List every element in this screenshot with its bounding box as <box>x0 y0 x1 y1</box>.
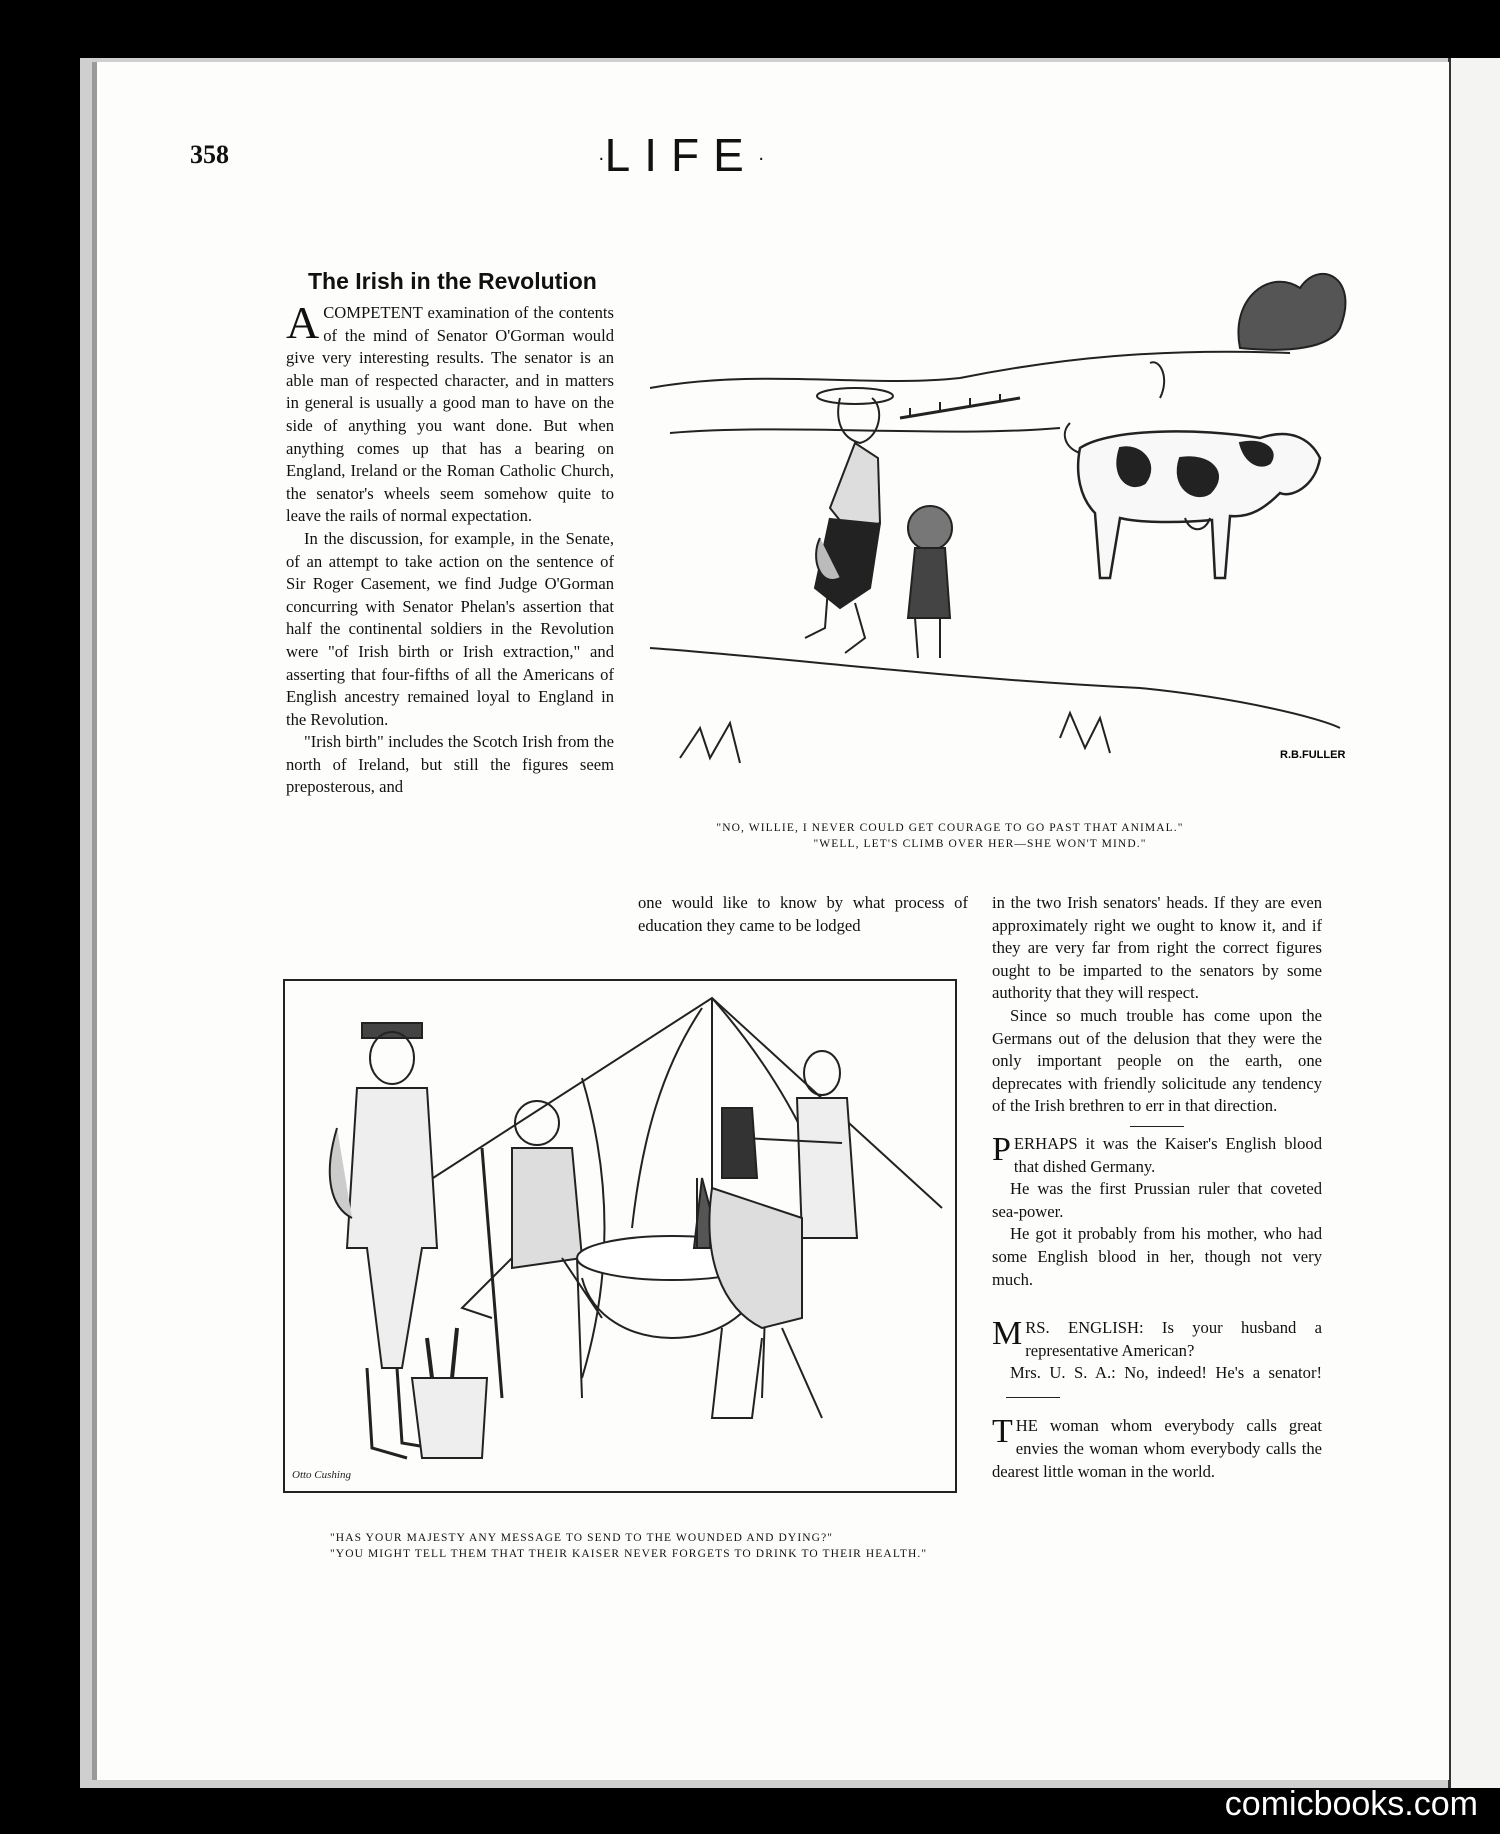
article-column-right <box>992 892 1322 1483</box>
article-paragraph-4: Since so much trouble has come upon the Germans out of the delusion that they were the only important people on the earth, one deprecates with friendly solicitude any tendency of the Irish brethren to err in that direction. <box>992 1005 1322 1116</box>
cow-cartoon-signature: R.B.FULLER <box>1280 749 1346 761</box>
kaiser-cartoon-caption <box>290 1530 940 1562</box>
page-number: 358 <box>190 140 229 169</box>
drop-cap-t: T <box>992 1413 1013 1451</box>
masthead-dot-left: · <box>598 147 605 170</box>
kaiser-item-paragraph-1: PERHAPS it was the Kaiser's English blood that dished Germany. <box>992 1130 1322 1176</box>
article-column-middle <box>638 892 968 937</box>
article-paragraph-2: In the discussion, for example, in the Senate, of an attempt to take action on the sentence of Sir Roger Casement, we find Judge O'Gorman concurring with Senator Phelan's assertion that half the continental soldiers in the Revolution were "of Irish birth or Irish extraction," and asserting that four-fifths of all the Americans of English ancestry remained loyal to England in the Revolution. <box>286 528 614 729</box>
article-column-left <box>286 297 614 799</box>
kaiser-item-paragraph-3: He got it probably from his mother, who had some English blood in her, though not very much. <box>992 1224 1322 1289</box>
kaiser-caption-line-2: "YOU MIGHT TELL THEM THAT THEIR KAISER NEVER FORGETS TO DRINK TO THEIR HEALTH." <box>330 1548 928 1560</box>
cow-cartoon-illustration <box>640 258 1360 808</box>
masthead-title: LIFE <box>604 129 758 181</box>
drop-cap-p: P <box>992 1130 1011 1168</box>
masthead-dot-right: · <box>757 147 765 170</box>
article-paragraph-3-start: "Irish birth" includes the Scotch Irish from the north of Ireland, but still the figures seem preposterous, and <box>286 732 614 797</box>
article-paragraph-3-mid: one would like to know by what process of education they came to be lodged <box>638 893 968 935</box>
drop-cap-m: M <box>992 1315 1023 1353</box>
section-separator-inline <box>1006 1397 1060 1398</box>
kaiser-item-paragraph-2: He was the first Prussian ruler that coveted sea-power. <box>992 1179 1322 1221</box>
cow-caption-line-2: "WELL, LET'S CLIMB OVER HER—SHE WON'T MIND." <box>813 838 1147 850</box>
kaiser-cartoon-illustration <box>282 978 958 1494</box>
adjacent-page-edge <box>1448 58 1500 1788</box>
dialogue-item-paragraph-1: MRS. ENGLISH: Is your husband a representative American? <box>992 1315 1322 1360</box>
kaiser-cartoon-signature: Otto Cushing <box>292 1469 351 1481</box>
article-title: The Irish in the Revolution <box>308 268 597 294</box>
drop-cap-a: A <box>286 297 320 348</box>
woman-item-paragraph: THE woman whom everybody calls great envies the woman whom everybody calls the dearest little woman in the world. <box>992 1413 1322 1481</box>
article-paragraph-1: ACOMPETENT examination of the contents of the mind of Senator O'Gorman would give very interesting results. The senator is an able man of respected character, and in matters in general is usually a good man to have on the side of anything you want done. But when anything comes up that has a bearing on England, Ireland or the Roman Catholic Church, the senator's wheels seem somehow quite to leave the rails of normal expectation. <box>286 297 614 526</box>
masthead <box>598 128 765 182</box>
section-separator <box>1130 1126 1184 1127</box>
cow-caption-line-1: "NO, WILLIE, I NEVER COULD GET COURAGE TO GO PAST THAT ANIMAL." <box>716 822 1184 834</box>
dialogue-item-paragraph-2: Mrs. U. S. A.: No, indeed! He's a senator! <box>992 1362 1322 1407</box>
cow-cartoon-caption <box>640 820 1260 852</box>
article-paragraph-3-end: in the two Irish senators' heads. If they are even approximately right we ought to know it, and if they are very far from right the correct figures ought to be imparted to the senators by some authority that they will respect. <box>992 893 1322 1003</box>
kaiser-caption-line-1: "HAS YOUR MAJESTY ANY MESSAGE TO SEND TO THE WOUNDED AND DYING?" <box>330 1532 834 1544</box>
source-watermark: comicbooks.com <box>1224 1785 1478 1823</box>
